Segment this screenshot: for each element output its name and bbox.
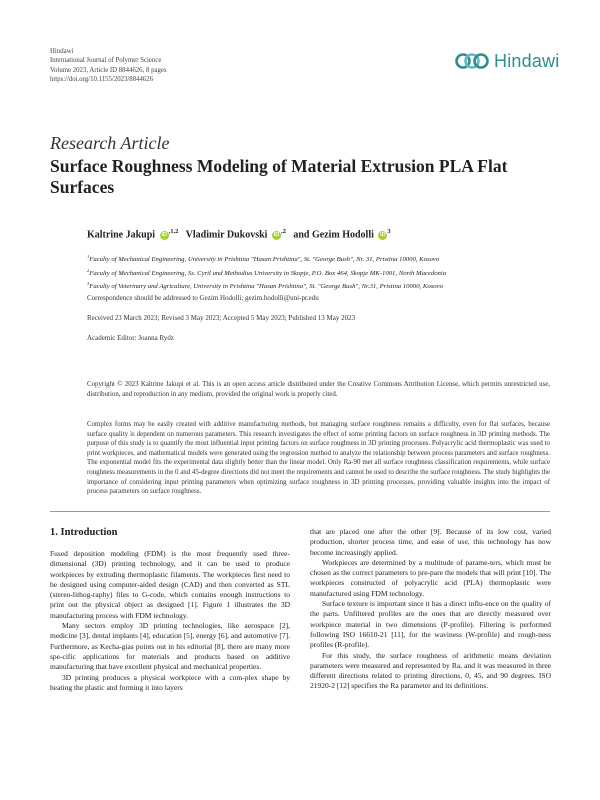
paragraph: Workpieces are determined by a multitude of parame-ters, which must be chosen as the correct parameters to pre-pare the models that will print [10]. The workpieces constructed of polyacrylic acid (PLA) thermoplastic were manufactured using FDM technology. — [310, 557, 551, 598]
author-affiliation-marker: 3 — [387, 228, 391, 235]
author-affiliation-marker: ,1,2 — [168, 228, 179, 235]
academic-editor: Academic Editor: Joanna Rydz — [87, 334, 174, 342]
paragraph: Many sectors employ 3D printing technologies, like aerospace [2], medicine [3], dental implants [4], education [5], energy [6], and automotive [7]. Furthermore, as Kecha-gias points out in his editorial [8], there are many more spe-cific applications for materials and products based on additive manufacturing that have excellent physical and mechanical properties. — [50, 621, 290, 672]
paragraph: Fused deposition modeling (FDM) is the most frequently used three-dimensional (3D) printing technology, and it can be used to produce workpieces by extruding thermoplastic filaments. The workpieces first need to be designed using computer-aided design (CAD) and then converted as STL (stereo-lithog-raphy) files to G-code, which contains enough instructions to print out the physical object as designed [1]. Figure 1 illustrates the 3D manufacturing process with FDM technology. — [50, 549, 290, 620]
section-heading: 1. Introduction — [50, 527, 118, 538]
doi-link[interactable]: https://doi.org/10.1155/2023/8844626 — [50, 76, 154, 84]
author-affiliation-marker: ,2 — [280, 228, 286, 235]
author-list — [87, 228, 391, 240]
affiliation-text: Faculty of Mechanical Engineering, Ss. Cyril and Methodius University in Skopje, P.O. Box 464, Skopje MK-1001, North Macedonia — [89, 269, 447, 277]
orcid-icon[interactable]: iD — [161, 232, 167, 239]
affiliation-item — [87, 279, 557, 293]
paragraph: Surface texture is important since it has a direct influ-ence on the quality of the parts. Unfiltered profiles are the ones that are directly measured over workpiece material in two dimensions (P-profile). Filtering is performed following ISO 16610-21 [11], for the waviness (W-profile) and rough-ness profiles (R-profile). — [310, 599, 551, 650]
paragraph: For this study, the surface roughness of arithmetic means deviation parameters were measured and represented by Ra, and it was measured in three different directions related to printing directions, 0, 45, and 90 degrees. ISO 21920-2 [12] specifies the Ra parameter and its definitions. — [310, 650, 551, 691]
publication-dates: Received 23 March 2023; Revised 3 May 2023; Accepted 5 May 2023; Published 13 May 2023 — [87, 314, 356, 322]
hindawi-logo-icon — [455, 48, 489, 74]
affiliation-number: 1 — [87, 254, 90, 259]
author-name[interactable]: and Gezim Hodolli — [293, 229, 374, 241]
affiliations — [87, 252, 557, 293]
affiliation-item — [87, 266, 557, 280]
author-name[interactable]: Vladimir Dukovski — [185, 229, 268, 241]
affiliation-number: 2 — [87, 267, 90, 273]
hindawi-logo-text: Hindawi — [494, 50, 560, 71]
journal-name: International Journal of Polymer Science — [50, 57, 162, 65]
copyright-notice: Copyright © 2023 Kaltrine Jakupi et al. This is an open access article distributed under the Creative Commons Attribution License, which permits unrestricted use, distribution, and reproduction in any medium, provided the original work is properly cited. — [87, 381, 550, 398]
article-type: Research Article — [50, 133, 170, 153]
author-name[interactable]: Kaltrine Jakupi — [87, 229, 156, 241]
affiliation-text: Faculty of Mechanical Engineering, University in Prishtina "Hasan Prishtina", St. "George Bush", Nr. 31, Pristina 10000, Kosovo — [89, 256, 440, 264]
hindawi-logo[interactable] — [455, 48, 559, 74]
affiliation-item — [87, 252, 557, 266]
journal-meta — [50, 47, 167, 85]
publisher-name: Hindawi — [50, 48, 74, 55]
article-title: Surface Roughness Modeling of Material Extrusion PLA Flat Surfaces — [50, 156, 508, 197]
affiliation-number: 3 — [87, 281, 90, 287]
abstract: Complex forms may be easily created with additive manufacturing methods, but managing surface roughness remains a difficulty, even for flat surfaces, because surface quality is dependent on numerous parameters. This research investigates the effect of some printing factors on surface roughness in 3D printing methods. The purpose of this study is to quantify the most influential input printing factors on surface roughness in 3D printing processes. Polyacrylic acid thermoplastic was used to print workpieces, and mathematical models were generated using the regression method to analyze the relationship between process parameters and surface roughness. The exponential model fits the experimental data slightly better than the linear model. Only Ra-90 met all surface roughness classification requirements, while surface roughness measurements in the 0 and 45-degree directions did not meet the requirements and cannot be used to describe the surface roughness. The study highlights the importance of considering input printing parameters when optimizing surface roughness in 3D printing processes, providing valuable insights into the impact of process parameters on surface roughness. — [87, 421, 550, 496]
paragraph: that are placed one after the other [9]. Because of its low cost, varied production, shorter process time, and ease of use, this technology has now become increasingly applied. — [310, 527, 551, 557]
paragraph: 3D printing produces a physical workpiece with a com-plex shape by heating the plastic and forming it into layers — [50, 672, 290, 692]
affiliation-text: Faculty of Veterinary and Agriculture, University in Prishtina "Hasan Prishtina", St. "George Bush", Nr.31, Pristina 10000, Kosovo — [89, 283, 443, 291]
correspondence: Correspondence should be addressed to Gezim Hodolli; gezim.hodolli@uni-pr.edu — [87, 294, 319, 302]
orcid-icon[interactable]: iD — [273, 232, 280, 239]
body-column-left — [50, 549, 290, 693]
volume-info: Volume 2023, Article ID 8844626, 8 pages — [50, 66, 167, 74]
orcid-icon[interactable]: iD — [380, 232, 386, 239]
body-column-right — [310, 527, 551, 692]
section-divider — [50, 511, 550, 512]
